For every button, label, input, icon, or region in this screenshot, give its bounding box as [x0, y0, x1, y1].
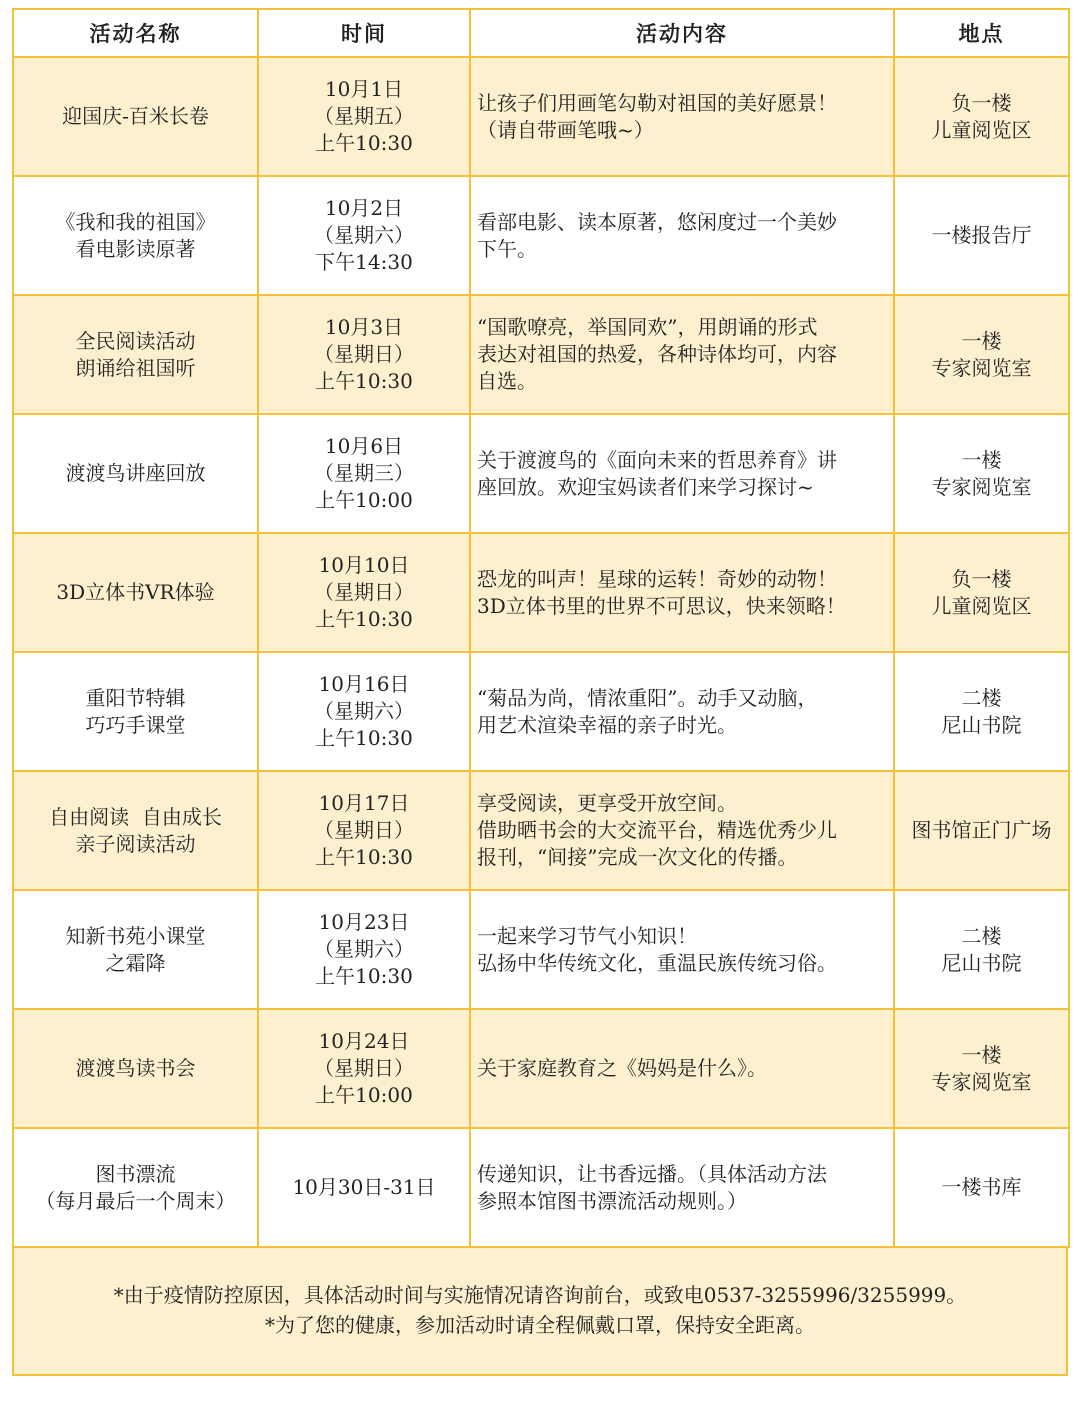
cell-line: 上午10:00	[315, 1083, 413, 1107]
cell-line: 报刊，“间接”完成一次文化的传播。	[477, 845, 798, 869]
cell-line: 儿童阅览区	[931, 593, 1032, 618]
notes-section	[12, 1248, 1068, 1376]
cell-activity-content	[470, 771, 894, 890]
cell-line: （请自带画笔哦~）	[477, 117, 654, 142]
cell-line: 10月3日	[324, 315, 404, 339]
cell-line: “国歌嘹亮，举国同欢”，用朗诵的形式	[477, 315, 818, 339]
cell-line: 专家阅览室	[931, 355, 1032, 380]
activity-schedule	[12, 8, 1068, 1376]
cell-line: 下午。	[477, 236, 537, 261]
cell-line: （星期日）	[314, 818, 414, 842]
cell-line: 10月1日	[324, 77, 404, 101]
header-activity-content: 活动内容	[470, 9, 894, 57]
cell-activity-content	[470, 295, 894, 414]
cell-time	[258, 176, 470, 295]
cell-line: 上午10:30	[315, 369, 413, 393]
cell-line: （星期日）	[314, 1056, 414, 1080]
cell-line: 3D立体书VR体验	[56, 580, 215, 604]
cell-line: 渡渡鸟讲座回放	[65, 461, 206, 485]
cell-line: 尼山书院	[941, 712, 1022, 737]
cell-location	[894, 652, 1069, 771]
cell-line: 专家阅览室	[931, 474, 1032, 499]
cell-line: 《我和我的祖国》	[55, 209, 216, 234]
cell-activity-name	[13, 533, 258, 652]
cell-line: 10月23日	[318, 910, 410, 934]
cell-line: 关于家庭教育之《妈妈是什么》。	[477, 1056, 767, 1080]
cell-activity-content	[470, 414, 894, 533]
cell-line: 一起来学习节气小知识！	[477, 923, 697, 948]
cell-time	[258, 295, 470, 414]
cell-activity-content	[470, 890, 894, 1009]
cell-line: 二楼	[961, 685, 1002, 710]
cell-activity-name	[13, 1128, 258, 1247]
cell-line: 之霜降	[105, 950, 166, 975]
cell-line: 参照本馆图书漂流活动规则。）	[477, 1188, 747, 1213]
cell-line: 负一楼	[951, 90, 1012, 115]
cell-line: 一楼报告厅	[931, 223, 1032, 247]
cell-location	[894, 533, 1069, 652]
cell-activity-name	[13, 652, 258, 771]
cell-activity-name	[13, 414, 258, 533]
table-header-row	[13, 9, 1069, 57]
cell-activity-content	[470, 57, 894, 176]
table-row	[13, 57, 1069, 176]
cell-line: 迎国庆-百米长卷	[62, 104, 209, 128]
cell-line: 10月30日-31日	[292, 1175, 436, 1199]
cell-line: （星期五）	[314, 104, 414, 128]
table-row	[13, 176, 1069, 295]
cell-line: （每月最后一个周末）	[35, 1188, 236, 1213]
header-time: 时间	[258, 9, 470, 57]
cell-activity-content	[470, 533, 894, 652]
cell-activity-name	[13, 890, 258, 1009]
cell-time	[258, 771, 470, 890]
cell-line: 二楼	[961, 923, 1002, 948]
cell-line: （星期六）	[314, 223, 414, 247]
cell-location	[894, 1009, 1069, 1128]
cell-line: 全民阅读活动	[75, 328, 196, 353]
cell-line: 让孩子们用画笔勾勒对祖国的美好愿景！	[477, 90, 837, 115]
cell-time	[258, 1128, 470, 1247]
cell-line: 儿童阅览区	[931, 117, 1032, 142]
cell-line: 尼山书院	[941, 950, 1022, 975]
cell-line: （星期日）	[314, 342, 414, 366]
table-row	[13, 890, 1069, 1009]
cell-line: 重阳节特辑	[85, 685, 186, 710]
cell-line: 一楼书库	[941, 1175, 1022, 1199]
cell-activity-name	[13, 57, 258, 176]
cell-line: 用艺术渲染幸福的亲子时光。	[477, 712, 737, 737]
cell-line: 朗诵给祖国听	[75, 355, 196, 380]
cell-time	[258, 533, 470, 652]
cell-line: “菊品为尚，情浓重阳”。动手又动脑，	[477, 685, 818, 710]
cell-line: 关于渡渡鸟的《面向未来的哲思养育》讲	[477, 447, 837, 472]
cell-line: （星期三）	[314, 461, 414, 485]
cell-line: 上午10:30	[315, 607, 413, 631]
cell-line: （星期六）	[314, 699, 414, 723]
cell-activity-name	[13, 1009, 258, 1128]
cell-location	[894, 1128, 1069, 1247]
cell-line: 上午10:30	[315, 131, 413, 155]
table-row	[13, 1128, 1069, 1247]
cell-location	[894, 890, 1069, 1009]
cell-line: 10月24日	[318, 1029, 410, 1053]
cell-line: 10月6日	[324, 434, 404, 458]
cell-line: 借助晒书会的大交流平台，精选优秀少儿	[477, 818, 837, 842]
table-row	[13, 652, 1069, 771]
table-row	[13, 414, 1069, 533]
cell-time	[258, 652, 470, 771]
table-row	[13, 533, 1069, 652]
cell-time	[258, 57, 470, 176]
cell-line: 10月2日	[324, 196, 404, 220]
cell-line: 下午14:30	[315, 250, 413, 274]
cell-line: 一楼	[961, 447, 1002, 472]
cell-line: 专家阅览室	[931, 1069, 1032, 1094]
cell-line: 享受阅读，更享受开放空间。	[477, 791, 737, 815]
table-row	[13, 771, 1069, 890]
cell-line: 负一楼	[951, 566, 1012, 591]
cell-activity-content	[470, 1128, 894, 1247]
header-activity-name: 活动名称	[13, 9, 258, 57]
cell-activity-content	[470, 1009, 894, 1128]
cell-time	[258, 890, 470, 1009]
table-row	[13, 1009, 1069, 1128]
cell-line: 上午10:30	[315, 845, 413, 869]
cell-line: 巧巧手课堂	[85, 712, 186, 737]
activity-table	[12, 8, 1070, 1248]
cell-line: 亲子阅读活动	[75, 831, 196, 856]
note-line: *由于疫情防控原因，具体活动时间与实施情况请咨询前台，或致电0537-3255996/3255999。	[113, 1283, 967, 1307]
cell-line: 一楼	[961, 328, 1002, 353]
cell-line: 自选。	[477, 369, 537, 393]
cell-location	[894, 414, 1069, 533]
cell-line: 图书漂流	[95, 1161, 176, 1186]
cell-time	[258, 414, 470, 533]
cell-line: 表达对祖国的热爱，各种诗体均可，内容	[477, 342, 837, 366]
cell-line: 传递知识，让书香远播。（具体活动方法	[477, 1161, 827, 1186]
cell-time	[258, 1009, 470, 1128]
cell-line: 上午10:00	[315, 488, 413, 512]
cell-line: 知新书苑小课堂	[65, 923, 206, 948]
cell-line: （星期六）	[314, 937, 414, 961]
cell-location	[894, 176, 1069, 295]
cell-line: 上午10:30	[315, 726, 413, 750]
cell-line: 一楼	[961, 1042, 1002, 1067]
cell-line: 上午10:30	[315, 964, 413, 988]
cell-activity-content	[470, 176, 894, 295]
cell-activity-content	[470, 652, 894, 771]
note-line: *为了您的健康，参加活动时请全程佩戴口罩，保持安全距离。	[265, 1313, 815, 1337]
cell-line: 渡渡鸟读书会	[75, 1056, 196, 1080]
table-row	[13, 295, 1069, 414]
cell-line: 图书馆正门广场	[911, 818, 1052, 842]
cell-location	[894, 57, 1069, 176]
header-location: 地点	[894, 9, 1069, 57]
cell-line: （星期日）	[314, 580, 414, 604]
cell-line: 座回放。欢迎宝妈读者们来学习探讨~	[477, 474, 814, 499]
cell-line: 10月16日	[318, 672, 410, 696]
cell-line: 看电影读原著	[75, 236, 196, 261]
cell-line: 自由阅读 自由成长	[49, 804, 222, 829]
cell-location	[894, 295, 1069, 414]
cell-line: 3D立体书里的世界不可思议，快来领略！	[477, 593, 846, 618]
cell-activity-name	[13, 295, 258, 414]
cell-line: 看部电影、读本原著，悠闲度过一个美妙	[477, 209, 837, 234]
cell-line: 恐龙的叫声！星球的运转！奇妙的动物！	[477, 566, 837, 591]
cell-activity-name	[13, 771, 258, 890]
cell-location	[894, 771, 1069, 890]
cell-line: 10月10日	[318, 553, 410, 577]
cell-line: 10月17日	[318, 791, 410, 815]
cell-activity-name	[13, 176, 258, 295]
cell-line: 弘扬中华传统文化，重温民族传统习俗。	[477, 950, 837, 975]
